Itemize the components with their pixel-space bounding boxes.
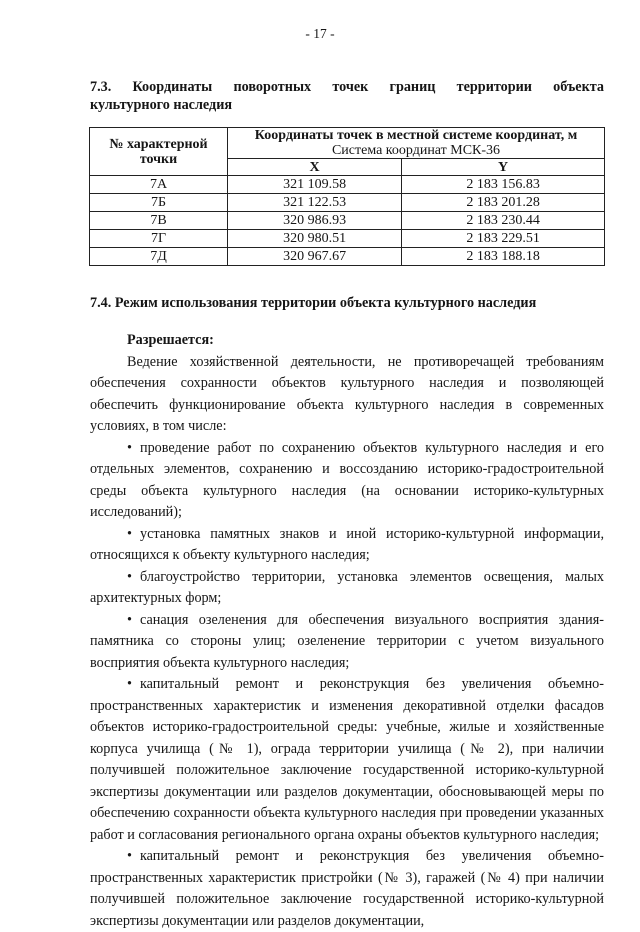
bullet-icon: • [127, 676, 132, 692]
list-item-text: санация озеленения для обеспечения визуального восприятия здания-памятника со стороны улиц; озеленение территории с учетом визуального восприятия объекта культурного наследия; [90, 611, 604, 671]
x-cell: 320 986.93 [228, 212, 402, 230]
list-item-text: капитальный ремонт и реконструкция без увеличения объемно-пространственных характеристик и изменения декоративной отделки фасадов объектов историко-градостроительной среды: учебные, жилые и хозяйственные корпуса училища (№ 1), ограда территории училища (№ 2), при наличии получившей положительное заключение государственной историко-культурной экспертизы документации или разделов документации, обосновывающей меры по обеспечению сохранности объекта культурного наследия при проведении указанных работ и согласования регионального органа охраны объектов культурного наследия; [90, 676, 604, 843]
col-header-point: № характерной точки [90, 128, 228, 176]
section-7-3-title-line2: культурного наследия [90, 97, 233, 113]
table-row [90, 212, 605, 230]
x-cell: 320 980.51 [228, 230, 402, 248]
bullet-icon: • [127, 568, 132, 585]
point-cell: 7Д [90, 248, 228, 266]
bullet-icon: • [127, 439, 132, 456]
x-cell: 321 109.58 [228, 176, 402, 194]
coordinates-table [89, 127, 605, 266]
bullet-icon: • [127, 525, 132, 542]
list-item-text: установка памятных знаков и иной историко-культурной информации, относящихся к объекту культурного наследия; [90, 525, 604, 563]
table-row [90, 248, 605, 266]
table-row [90, 194, 605, 212]
x-cell: 321 122.53 [228, 194, 402, 212]
section-7-3-heading [90, 78, 604, 114]
list-item [90, 846, 604, 932]
page-number: - 17 - [305, 26, 335, 41]
list-item-text: проведение работ по сохранению объектов культурного наследия и его отдельных элементов, сохранению и воссозданию историко-градостроительной среды объекта культурного наследия (на основании историко-культурных исследований); [90, 439, 604, 520]
col-header-y: Y [402, 159, 605, 176]
list-item-text: капитальный ремонт и реконструкция без увеличения объемно-пространственных характеристик пристройки (№ 3), гаражей (№ 4) при наличии получившей положительное заключение государственной историко-культурной экспертизы документации или разделов документации, [90, 848, 604, 929]
y-cell: 2 183 156.83 [402, 176, 605, 194]
list-item-text: благоустройство территории, установка элементов освещения, малых архитектурных форм; [90, 568, 604, 606]
table-row [90, 176, 605, 194]
allowed-label: Разрешается: [127, 332, 214, 348]
y-cell: 2 183 188.18 [402, 248, 605, 266]
section-7-4-heading: 7.4. Режим использования территории объекта культурного наследия [90, 295, 537, 311]
list-item [90, 610, 604, 675]
x-cell: 320 967.67 [228, 248, 402, 266]
list-item [90, 567, 604, 610]
point-cell: 7Б [90, 194, 228, 212]
list-item [90, 524, 604, 567]
y-cell: 2 183 201.28 [402, 194, 605, 212]
section-7-4-body [90, 330, 604, 932]
point-cell: 7А [90, 176, 228, 194]
list-item [90, 674, 604, 846]
col-header-coordinates [228, 128, 605, 159]
coordinates-caption: Координаты точек в местной системе координат, м [254, 128, 578, 143]
point-cell: 7Г [90, 230, 228, 248]
intro-paragraph: Ведение хозяйственной деятельности, не противоречащей требованиям обеспечения сохранности объектов культурного наследия и позволяющей обеспечить функционирование объекта культурного наследия в современных условиях, в том числе: [90, 353, 604, 434]
y-cell: 2 183 230.44 [402, 212, 605, 230]
list-item [90, 438, 604, 524]
col-header-x: X [228, 159, 402, 176]
y-cell: 2 183 229.51 [402, 230, 605, 248]
bullet-icon: • [127, 848, 132, 864]
point-cell: 7В [90, 212, 228, 230]
section-7-3-title-line1: 7.3. Координаты поворотных точек границ территории объекта [90, 79, 604, 95]
bullet-icon: • [127, 611, 132, 628]
table-row [90, 230, 605, 248]
coordinate-system: Система координат МСК-36 [331, 143, 501, 158]
